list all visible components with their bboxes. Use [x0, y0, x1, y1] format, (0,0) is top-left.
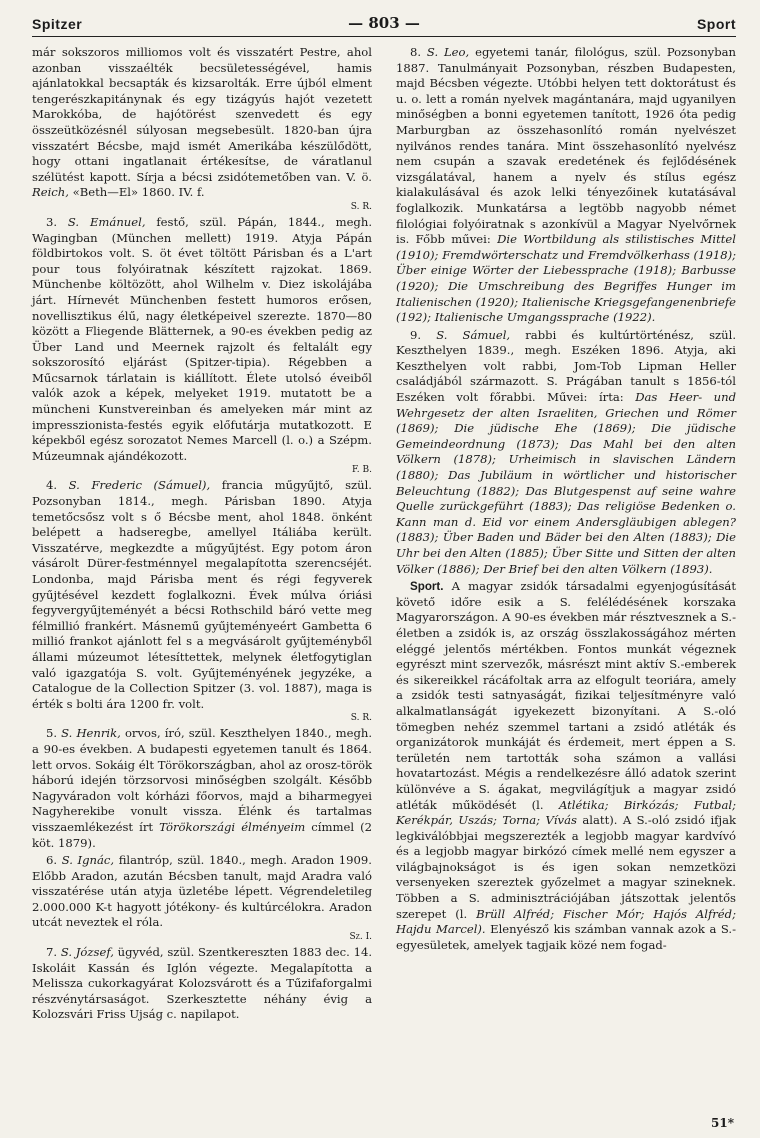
header-left-term: Spitzer	[32, 16, 83, 32]
page-number: — 803 —	[348, 14, 420, 32]
works-list: Das Heer- und Wehrgesetz der alten Israeliten, Griechen und Römer (1869); Die jüdische Ehe (1869); Die jüdische Gemeindeordnung (1873); Das Mahl bei den alten Völkern (1878); Urheimisch in slavischen Ländern (1880); Das Jubiläum in wörtlicher und historischer Beleuchtung (1882); Das Blutgespenst auf seine wahre Quelle zurückgeführt (1883); Das religiöse Bedenken o. Kann man d. Eid vor einem Andersgläubigen ablegen? (1883); Über Baden und Bäder bei den Alten (1883); Die Uhr bei den Alten (1885); Über Sitte und Sitten der alten Völker (1886); Der Brief bei den alten Völkern (1893).	[396, 390, 736, 576]
entry-keyword: Sport.	[410, 580, 444, 594]
entry-sport: Sport. A magyar zsidók társadalmi egyenjogúsítását követő időre esik a S. felélédésének korszaka Magyarországon. A 90-es években már résztvesznek a S.-életben a zsidók is, az ország összlakosságához mérten eléggé jelentős mértékben. Fontos munkát végeznek egyrészt mint szervezők, másrészt mint aktív S.-emberek és sikereikkel rácáfoltak arra az elfogult teoriára, amely a zsidók testi satnyaságát, fizikai teljesítményre való alkalmatlanságát igyekezett bizonyítani. A S.-oló tömegben nehéz szemmel tartani a zsidó atléták és organizátorok munkáját és érdemeit, mert éppen a S. területén nem tartották soha számon a vallási hovatartozást. Mégis a rendelkezésre álló adatok szerint különvéve a S. ágakat, megvilágítjuk a magyar zsidó atléták működését (l. Atlétika; Birkózás; Futbal; Kerékpár, Uszás; Torna; Vívás alatt). A S.-oló zsidó ifjak legkiválóbbjai megszerezték a legjobb magyar kardvívó és a legjobb magyar birkózó címek mellé nem egyszer a világbajnokságot is és igen sokan nemzetközi versenyeken szereztek győzelmet a magyar szineknek. Többen a S. adminisztrációjában játszottak jelentős szerepet (l. Brüll Alfréd; Fischer Mór; Hajós Alfréd; Hajdu Marcel). Elenyésző kis számban vannak azok a S.-egyesületek, amelyek tagjaik közé nem fogad-	[396, 579, 737, 952]
entry-name: S. Ignác,	[61, 853, 115, 868]
entry-name: S. Leo,	[426, 45, 470, 59]
works-list: Die Wortbildung als stilistisches Mittel (1910); Fremdwörterschatz und Fremdvölkerhass (1918); Über einige Wörter der Liebessprache (1918); Barbusse (1920); Die Umschreibung des Begriffes Hunger im Italienischen (1920); Italienische Kriegsgefangenenbriefe (192); Italienische Umgangssprache (1922).	[396, 232, 737, 325]
author-signature: S. R.	[350, 713, 372, 724]
entry-henrik: 5. S. Henrik, orvos, író, szül. Keszthelyen 1840., megh. a 90-es években. A budapesti egyetemen tanult és 1864. lett orvos. Sokáig élt Törökországban, ahol az orosz-török háború idején törzsorvosi minőségben szolgált. Később Nagyváradon volt kórházi főorvos, majd a biharmegyei Nagyherekibe vonult vissza. Élénk és tartalmas visszaemlékezést írt Törökországi élményeim címmel (2 köt. 1879).	[32, 726, 373, 850]
entry-name: S. Emánuel,	[67, 214, 146, 229]
entry-samuel: 9. S. Sámuel, rabbi és kultúrtörténész, szül. Keszthelyen 1839., megh. Eszéken 1896. Atyja, aki Keszthelyen volt rabbi, Jom-Tob Lipman Heller családjából származott. S. Prágában tanult s 1856-tól Eszéken volt főrabbi. Művei: írta: Das Heer- und Wehrgesetz der alten Israeliten, Griechen und Römer (1869); Die jüdische Ehe (1869); Die jüdische Gemeindeordnung (1873); Das Mahl bei den alten Völkern (1878); Urheimisch in slavischen Ländern (1880); Das Jubiläum in wörtlicher und historischer Beleuchtung (1882); Das Blutgespenst auf seine wahre Quelle zurückgeführt (1883); Das religiöse Bedenken o. Kann man d. Eid vor einem Andersgläubigen ablegen? (1883); Über Baden und Bäder bei den Alten (1883); Die Uhr bei den Alten (1885); Über Sitte und Sitten der alten Völker (1886); Der Brief bei den alten Völkern (1893).	[396, 327, 737, 576]
entry-ignac: 6. S. Ignác, filantróp, szül. 1840., megh. Aradon 1909. Előbb Aradon, azután Bécsben tanult, majd Aradra való visszatérése után atyja üzletébe lépett. Végrendeletileg 2.000.000 K-t hagyott jótékony- és kultúrcélokra. Aradon utcát neveztek el róla.	[32, 853, 372, 930]
entry-jozsef: 7. S. József, ügyvéd, szül. Szentkereszten 1883 dec. 14. Iskoláit Kassán és Iglón végezte. Megalapította a Melissza cukorkagyárat Kolozsvárott és a Tűzifaforgalmi részvénytársaságot. Szerkesztette néhány évig a Kolozsvári Friss Ujság c. napilapot.	[32, 945, 373, 1022]
author-signature: Sz. I.	[349, 932, 372, 943]
entry-name: S. Frederic (Sámuel),	[68, 478, 211, 493]
signature-mark: 51*	[711, 1116, 734, 1130]
right-column	[396, 45, 736, 1025]
left-column	[32, 45, 372, 1025]
entry-name: S. Henrik,	[61, 726, 121, 741]
entry-frederic: 4. S. Frederic (Sámuel), francia műgyűjtő, szül. Pozsonyban 1814., megh. Párisban 1890. Atyja temetőcsősz volt s ő Bécsbe ment, ahol 1848. önként belépett a hadseregbe, amellyel Itáliába került. Visszatérve, megkezdte a műgyűjtést. Egy potom áron vásárolt Dürer-festménnyel megalapította szerencséjét. Londonba, majd Párisba ment és régi fegyverek gyűjtésével kezdett foglalkozni. Évek múlva óriási fegyvergyűjteményét a bécsi Rothschild báró vette meg félmillió frankért. Másnemű gyűjteményeért Gambetta 6 millió frankot ajánlott fel s a megvásárolt gyűjteményből állami múzeumot létesíttettek, melynek életfogytiglan való igazgatója S. volt. Gyűjteményének jegyzéke, a Catalogue de la Collection Spitzer (3. vol. 1887), maga is érték s bolti ára 1200 fr. volt.	[32, 478, 372, 711]
two-column-body	[32, 45, 736, 1025]
entry-emanuel: 3. S. Emánuel, festő, szül. Pápán, 1844., megh. Wagingban (München mellett) 1919. Atyja Pápán földbirtokos volt. S. öt évet töltött Párisban és a L'art pour tous folyóiratnak készített rajzokat. 1869. Münchenbe költözött, ahol Wilhelm v. Diez iskolájába járt. Hírnevét Münchenben festett humoros erősen, novellisztikus élű, nagy életképeivel szerezte. 1870—80 között a Fliegende Blätternek, a 90-es években pedig az Über Land und Meernek rajzolt és feltalált egy sokszorosító eljárást (Spitzer-tipia). Régebben a Műcsarnok tárlatain is kiállított. Élete utolsó éveiből valók azok a képek, melyeket 1919. mutatott be a müncheni Kunstvereinban és amelyeken már mint az impresszionista-festés egyik előfutárja mutatkozott. E képekből egész sorozatot Nemes Marcell (l. o.) a Szépm. Múzeumnak ajándékozott.	[32, 214, 373, 463]
author-signature: S. R.	[350, 201, 372, 212]
entry-continuation: már sokszoros milliomos volt és visszatért Pestre, ahol azonban visszaélték becsületességével, hamis ajánlatokkal becsapták és kizsarolták. Erre újból elment tengerészkapitánynak és egy tizágyús hajót vezetett Marokkóba, de hajótörést szenvedett és egy összeütközésnél súlyosan megsebesült. 1820-ban újra visszatért Bécsbe, majd ismét Amerikába készülődött, hogy ottani ingatlanait értékesítse, de váratlanul szélütést kapott. Sírja a bécsi zsidótemetőben van. V. ö. Reich, «Beth—El» 1860. IV. f.	[32, 45, 372, 200]
entry-name: S. József,	[60, 945, 114, 960]
header-right-term: Sport	[696, 16, 736, 32]
entry-name: S. Sámuel,	[436, 327, 511, 342]
entry-leo: 8. S. Leo, egyetemi tanár, filológus, szül. Pozsonyban 1887. Tanulmányait Pozsonyban, részben Budapesten, majd Bécsben végezte. Utóbbi helyen tett doktorátust és u. o. lett a román nyelvek magántanára, majd ugyanilyen minőségben a bonni egyetemen tanított, 1926 óta pedig Marburgban az összehasonlító román nyelvészet nyilvános rendes tanára. Mint összehasonlító nyelvész nem csupán a szavak eredetének és fejlődésének vizsgálatával, hanem a nyelv és stílus egész kialakulásával és azok lelki tényezőinek kutatásával foglalkozik. Munkatársa a legtöbb nagyobb német filológiai folyóiratnak s azonkívül a Magyar Nyelvőrnek is. Főbb művei: Die Wortbildung als stilistisches Mittel (1910); Fremdwörterschatz und Fremdvölkerhass (1918); Über einige Wörter der Liebessprache (1918); Barbusse (1920); Die Umschreibung des Begriffes Hunger im Italienischen (1920); Italienische Kriegsgefangenenbriefe (192); Italienische Umgangssprache (1922).	[396, 45, 737, 325]
running-header	[32, 14, 736, 37]
author-signature: F. B.	[351, 465, 372, 476]
